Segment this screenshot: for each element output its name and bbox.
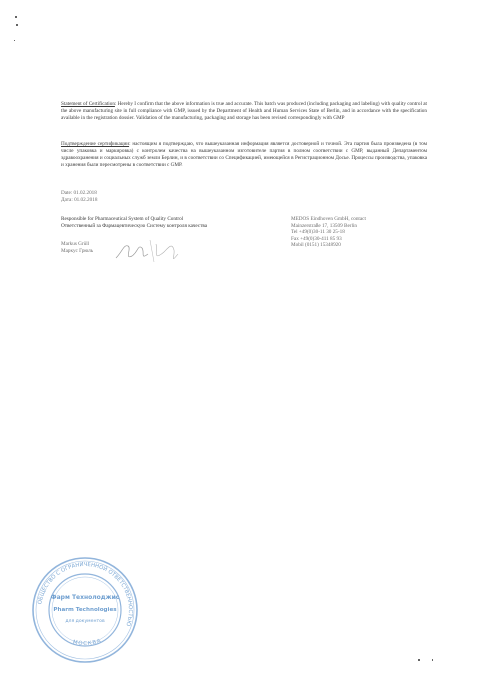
responsible-role-en: Responsible for Pharmaceutical System of Quality Control xyxy=(61,216,184,222)
stamp-line2: Pharm Technologies xyxy=(53,607,117,613)
stamp-line1: Фарм Технолоджис xyxy=(50,594,120,601)
company-mobile: Mobil (0151) 15348920 xyxy=(291,242,341,249)
certification-en xyxy=(61,101,427,122)
stamp-ring-text: ОБЩЕСТВО С ОГРАНИЧЕННОЙ ОТВЕТСТВЕННОСТЬЮ xyxy=(37,561,134,627)
signature xyxy=(112,234,192,268)
scan-speck xyxy=(418,659,420,661)
date-block xyxy=(61,190,97,203)
scan-speck xyxy=(432,659,433,661)
responsible-block xyxy=(61,216,207,229)
scan-speck xyxy=(16,24,18,26)
scan-speck xyxy=(15,16,17,18)
certification-en-text: : Hereby I confirm that the above information is true and accurate. This batch was produced (including packaging and labeling) with quality control at the above manufacturing site in full compliance with GMP, issued by the Department of Health and Human Services State of Berlin, and in accordance with the specification available in the registration dossier. Validation of the manufacturing, packaging and storage has been revised correspondingly with GMP xyxy=(61,101,427,121)
certification-ru xyxy=(61,141,427,169)
company-tel: Tel +49(0)30-11 30 25-18 xyxy=(291,229,345,236)
company-name: MEDOS Eindhoven GmbH, contact xyxy=(291,216,366,222)
responsible-name-ru: Маркус Грюль xyxy=(61,247,94,254)
certification-en-heading: Statement of Certification xyxy=(61,101,115,107)
company-fax: Fax +49(0)30-411 85 93 xyxy=(291,235,342,242)
company-stamp xyxy=(30,555,140,665)
certification-ru-heading: Подтверждение сертификации xyxy=(61,141,130,147)
company-block xyxy=(291,216,366,249)
certification-ru-text: : настоящим я подтверждаю, что вышеуказанная информация является достоверной и точной. Эта партия была произведена (в том числе упаковка и маркировка) с контролем качества на вышеуказанном изготовителе партия в полном соответствии с GMP, выданный Департаментом здравоохранения и социальных служб земли Берлин, и в соответствии со Спецификацией, имеющейся в Регистрационном Досье. Процессы производства, упаковка и хранения были пересмотрены в соответствии с GMP. xyxy=(61,141,427,168)
stamp-city: МОСКВА xyxy=(72,637,103,648)
date-ru: Дата: 01.02.2018 xyxy=(61,196,98,203)
responsible-name-en: Markus Grüll xyxy=(61,241,90,247)
company-street: Mainzerstraße 17, 13509 Berlin xyxy=(291,222,357,229)
responsible-role-ru: Ответственный за Фармацевтическую Систему контроля качества xyxy=(61,222,208,229)
stamp-line3: для документов xyxy=(65,619,105,624)
svg-text:МОСКВА xyxy=(72,638,102,647)
date-en: Date: 01.02.2018 xyxy=(61,190,97,196)
scan-speck xyxy=(14,40,15,41)
responsible-names xyxy=(61,241,93,254)
